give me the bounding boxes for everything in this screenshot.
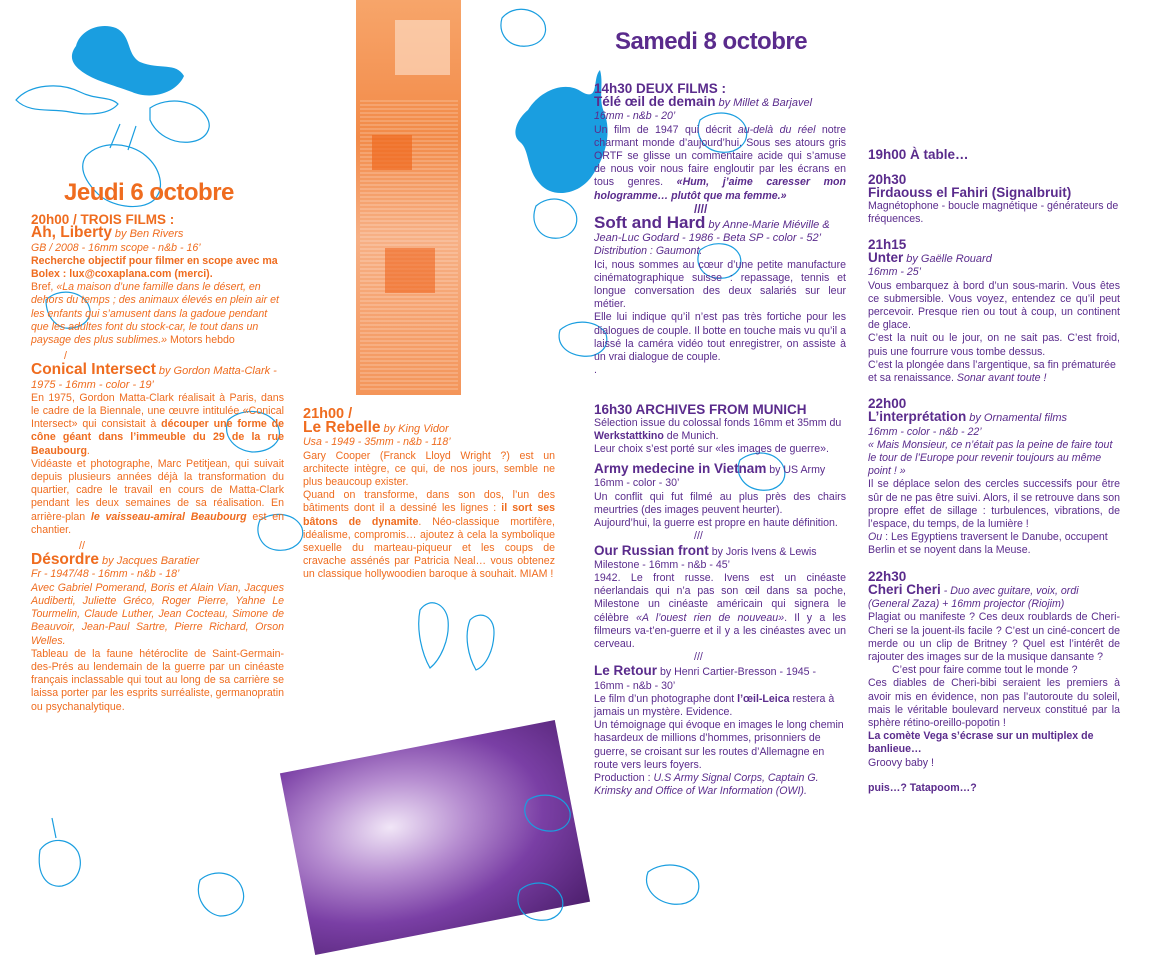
- desc-bold: découper une forme de cône géant dans l’immeuble du 29 de la rue Beaubourg: [31, 418, 284, 457]
- film-title: Unter: [868, 250, 904, 266]
- film-director: by King Vidor: [383, 423, 449, 436]
- film-director: by Ornamental films: [969, 412, 1068, 425]
- rebelle-column: [303, 406, 555, 582]
- film-director: by Ben Rivers: [114, 228, 184, 241]
- film-description: Il se déplace selon des cercles successifs pour être sûr de ne pas être suivi. Alors, il se retrouve dans son propre effet de sillage : turbulences, vibrations, de l’espace, du temps, de la lumière !: [868, 478, 1120, 531]
- film-quote: « Mais Monsieur, ce n’était pas la peine de faire tout le tour de l’Europe pour revenir toujours au même point ! »: [868, 438, 1113, 478]
- film-army-medecine: [594, 462, 846, 530]
- rabbit-outline-icon: [150, 101, 209, 142]
- event-closing: puis…? Tatapoom…?: [868, 781, 977, 794]
- rabbit-outline-icon: [525, 795, 570, 831]
- film-distribution: Distribution : Gaumont.: [594, 245, 703, 258]
- desc-italic: Sonar avant toute !: [956, 372, 1047, 385]
- desc-source: Motors hebdo: [167, 334, 235, 347]
- film-title: Le Rebelle: [303, 419, 381, 437]
- film-description: Un conflit qui fut filmé au plus près des chairs meurtries (des images peuvent heurter).: [594, 490, 846, 516]
- desc-text: Le film d’un photographe dont: [594, 692, 738, 705]
- film-title: Soft and Hard: [594, 213, 706, 233]
- film-description: [594, 124, 846, 203]
- day-title-samedi: Samedi 8 octobre: [615, 28, 808, 55]
- desc-text: est en chantier.: [31, 510, 284, 536]
- desc-italic: Ou: [868, 531, 883, 544]
- rabbit-outline-icon: [501, 9, 546, 46]
- rabbit-outline-icon: [198, 873, 243, 916]
- rabbit-outline-icon: [534, 199, 577, 238]
- desc-bold: l’œil-Leica: [737, 692, 790, 705]
- event-time: 20h30: [868, 172, 907, 188]
- desc-italic: «A l’ouest rien de nouveau»: [635, 611, 785, 624]
- separator: /: [64, 350, 67, 363]
- film-conical-intersect: [31, 363, 284, 537]
- event-time: 22h00: [868, 396, 907, 412]
- film-title: Conical Intersect: [31, 361, 156, 379]
- film-description: [594, 572, 846, 651]
- film-director: by Gordon Matta-Clark - 1975 - 16mm - color - 19’: [31, 365, 277, 391]
- rabbit-outline-icon: [39, 818, 80, 886]
- separator: ///: [694, 651, 703, 664]
- bird-outline-icon: [467, 615, 494, 670]
- intro-text: Sélection issue du colossal fonds 16mm et 35mm du: [594, 416, 842, 429]
- film-description: Tableau de la faune hétéroclite de Saint-Germain-des-Prés au lendemain de la guerre par un cinéaste français inclassable qui tout au long de sa carrière se laissa porter par les esprits surréaliste, germanopratin ou psychanalytique.: [31, 647, 284, 713]
- film-description: Ici, nous sommes au cœur d’une petite manufacture cinématographique suisse : repassage, tennis et longue conversation des deux salariés sur leur métier.: [594, 258, 846, 311]
- film-description: [868, 531, 1120, 557]
- desc-italic: U.S Army Signal Corps, Captain G. Krimsky and Office of War Information (OWI).: [594, 771, 819, 798]
- desc-text: C’est la plongée dans l’argentique, sa fin prématurée et sa renaissance.: [868, 358, 1116, 385]
- event-description-bold: La comète Vega s’écrase sur un multiplex de banlieue…: [868, 730, 1094, 756]
- jeudi-column: [31, 179, 284, 714]
- desc-text: restera à jamais un mystère. Evidence.: [594, 692, 835, 718]
- film-title: Our Russian front: [594, 542, 709, 558]
- separator: ////: [694, 201, 708, 216]
- film-meta: GB / 2008 - 16mm scope - n&b - 16’: [31, 241, 201, 254]
- film-note: Recherche objectif pour filmer en scope avec ma Bolex : lux@coxaplana.com (merci).: [31, 254, 278, 281]
- blue-squirrel-icon: [72, 26, 184, 95]
- film-our-russian-front: [594, 544, 846, 652]
- rabbit-outline-icon: [16, 86, 118, 114]
- event-time: 21h15: [868, 237, 907, 253]
- desc-text: Production :: [594, 771, 654, 784]
- film-description: [868, 359, 1120, 385]
- event-intro: [594, 417, 846, 443]
- event-description: Ces diables de Cheri-bibi seraient les premiers à avoir mis en évidence, non pas l’autoroute du soleil, mais le véritable boulevard nerveux constitué par la sphère rétino-oreillo-popotin !: [868, 677, 1120, 729]
- film-director: by US Army: [766, 464, 826, 477]
- film-ah-liberty: [31, 226, 284, 347]
- intro-text: de Munich.: [663, 429, 719, 442]
- film-soft-and-hard: [594, 213, 846, 377]
- desc-text: Un film de 1947 qui décrit: [594, 123, 738, 136]
- desc-quote: «La maison d’une famille dans le désert, en dehors du temps ; des animaux élevés en plein air et les enfants qui s’amusent dans la gadoue pendant que les adultes font du stock-car, le tout dans un paysage des plus sublimes.»: [31, 281, 279, 347]
- film-director: by Millet & Barjavel: [718, 97, 813, 110]
- film-desordre: [31, 553, 284, 713]
- rabbit-outline-icon: [518, 883, 563, 920]
- film-director: by Henri Cartier-Bresson - 1945 - 16mm - n&b - 30’: [594, 666, 816, 692]
- desc-text: Vidéaste et photographe, Marc Petitjean, qui suivait depuis plusieurs années déjà la transformation du quartier, cadre le travail en cours de Matta-Clark pendant les deux semaines de sa réalisation. En arrière-plan: [31, 457, 284, 523]
- film-cast: Avec Gabriel Pomerand, Boris et Alain Vian, Jacques Audiberti, Juliette Gréco, Roger Pierre, Yahne Le Tourmelin, Claude Luther, Jean Cocteau, Simone de Beauvoir, Jean-Paul Sartre, Pierre Richard, Orson Welles.: [31, 581, 284, 647]
- event-description: Groovy baby !: [868, 756, 934, 769]
- event-heading: 16h30 ARCHIVES FROM MUNICH: [594, 402, 807, 418]
- film-meta: 16mm - color - 30’: [594, 477, 680, 490]
- event-heading: 14h30 DEUX FILMS :: [594, 81, 727, 96]
- film-title: Désordre: [31, 551, 100, 569]
- desc-text: . Il y a les filmeurs va-t’en-guerre et il y a les cinéastes avec un cerveau.: [594, 611, 846, 650]
- desc-text: notre charmant monde d’aujourd’hui. Sous ses atours gris ORTF se glisse un commentaire acide qui s’amuse de nous voir nous faire engloutir par les écrans en tous genres.: [594, 123, 847, 189]
- event-intro: Leur choix s’est porté sur «les images de guerre».: [594, 443, 829, 456]
- samedi-column: [594, 80, 846, 798]
- film-director: by Gaëlle Rouard: [906, 253, 992, 266]
- event-description: C’est pour faire comme tout le monde ?: [892, 664, 1078, 677]
- film-description: Un témoignage qui évoque en images le long chemin hasardeux de millions d’hommes, prisonniers de guerre, se croisant sur les routes d’Allemagne en route vers leurs foyers.: [594, 719, 844, 771]
- film-description: [31, 458, 284, 537]
- intro-bold: Werkstattkino: [594, 429, 664, 442]
- film-title: L’interprétation: [868, 409, 967, 425]
- film-meta: 16mm - color - n&b - 22’: [868, 425, 982, 438]
- film-production: [594, 772, 846, 798]
- film-meta: 16mm - 25’: [868, 266, 921, 279]
- desc-text: . Néo-classique mortifère, idéalisme, compromis… ajoutez à cela la symbolique sexuelle du marteau-piqueur et les coups de cravache assénés par Patricia Neal… vous obtenez un classique hollywoodien baroque à souhait. MIAM !: [303, 515, 555, 581]
- film-description: Elle lui indique qu’il n’est pas très fortiche pour les dialogues de couple. Il botte en touche mais vu qu’il a laissé la caméra vidéo tout enregistrer, on assiste à un vrai dialogue de couple.: [594, 311, 846, 364]
- film-le-retour: [594, 664, 846, 798]
- event-heading: 19h00 À table…: [868, 147, 969, 162]
- event-heading: 20h00 / TROIS FILMS :: [31, 212, 175, 228]
- event-time: 22h30: [868, 568, 907, 584]
- film-description: [31, 281, 284, 347]
- desc-text: Quand on transforme, dans son dos, l’un des bâtiments dont il a dessiné les lignes :: [303, 489, 555, 515]
- event-lineup: - Duo avec guitare, voix, ordi (General Zaza) + 16mm projector (Riojim): [868, 584, 1079, 611]
- desc-quote: «Hum, j’aime caresser mon hologramme… plutôt que ma femme.»: [594, 176, 846, 202]
- film-description: [594, 693, 846, 719]
- desc-prefix: Bref,: [31, 281, 57, 294]
- film-description: [303, 489, 555, 581]
- film-description: Vous embarquez à bord d’un sous-marin. Vous êtes ce submersible. Vous voyez, entendez ce qu’il peut percevoir. Presque rien ou tout à coup, un continent de glace.: [868, 279, 1120, 332]
- day-title-jeudi: Jeudi 6 octobre: [64, 179, 234, 206]
- desc-text: 1942. Le front russe. Ivens est un cinéaste néerlandais qui n’a pas son œil dans sa poche, Milestone un cinéaste américain qui signera le célèbre: [594, 571, 846, 624]
- film-director: by Joris Ivens & Lewis Milestone - 16mm - n&b - 45’: [594, 545, 817, 571]
- desc-text: : Les Egyptiens traversent le Danube, occupent Berlin et se noyent dans la Meuse.: [868, 531, 1108, 557]
- desc-italic: au-delà du réel: [737, 123, 816, 136]
- film-meta: Usa - 1949 - 35mm - n&b - 118’: [303, 436, 451, 449]
- film-director: by Anne-Marie Miéville & Jean-Luc Godard - 1986 - Beta SP - color - 52’: [594, 219, 830, 245]
- film-description: [31, 392, 284, 458]
- film-tele-oeil: [594, 95, 846, 203]
- film-meta: Fr - 1947/48 - 16mm - n&b - 18’: [31, 568, 180, 581]
- film-title: Ah, Liberty: [31, 224, 112, 242]
- film-meta: 16mm - n&b - 20’: [594, 110, 676, 123]
- film-director: by Jacques Baratier: [102, 555, 200, 568]
- separator: ///: [694, 530, 703, 543]
- event-description: Magnétophone - boucle magnétique - générateurs de fréquences.: [868, 199, 1119, 225]
- rabbit-outline-icon: [647, 865, 699, 904]
- desc-bold: il sort ses bâtons de dynamite: [303, 502, 555, 528]
- film-description: C’est la nuit ou le jour, on ne sait pas. C’est froid, puis une fourrure vous tombe dessus.: [868, 332, 1120, 358]
- event-title: Firdaouss el Fahiri (Signalbruit): [868, 185, 1072, 201]
- desc-bold: le vaisseau-amiral Beaubourg: [90, 510, 247, 523]
- event-description: Plagiat ou manifeste ? Ces deux roublards de Cheri-Cheri se la jouent-ils facile ? C’est un ciné-concert de merde ou un clip de Britney ? Quel est l’intérêt de rajouter des images sur de la musique dansante ?: [868, 611, 1120, 663]
- desc-text: En 1975, Gordon Matta-Clark réalisait à Paris, dans le cadre de la Biennale, une œuvre intitulée «Conical Intersect» qui consistait à: [31, 391, 284, 431]
- separator: //: [79, 540, 85, 553]
- event-title: Cheri Cheri: [868, 581, 941, 597]
- film-description: Aujourd’hui, la guerre est propre en haute définition.: [594, 517, 838, 530]
- film-description: Gary Cooper (Franck Lloyd Wright ?) est un architecte intègre, ce qui, de nos jours, semble ne plus beaucoup exister.: [303, 449, 555, 489]
- desc-text: .: [86, 444, 90, 457]
- film-title: Le Retour: [594, 663, 658, 679]
- film-title: Télé œil de demain: [594, 94, 716, 110]
- bird-outline-icon: [419, 603, 449, 668]
- film-description: .: [594, 364, 597, 377]
- samedi-evening-column: [868, 146, 1120, 795]
- event-heading: 21h00 /: [303, 406, 353, 422]
- film-title: Army medecine in Vietnam: [594, 461, 767, 477]
